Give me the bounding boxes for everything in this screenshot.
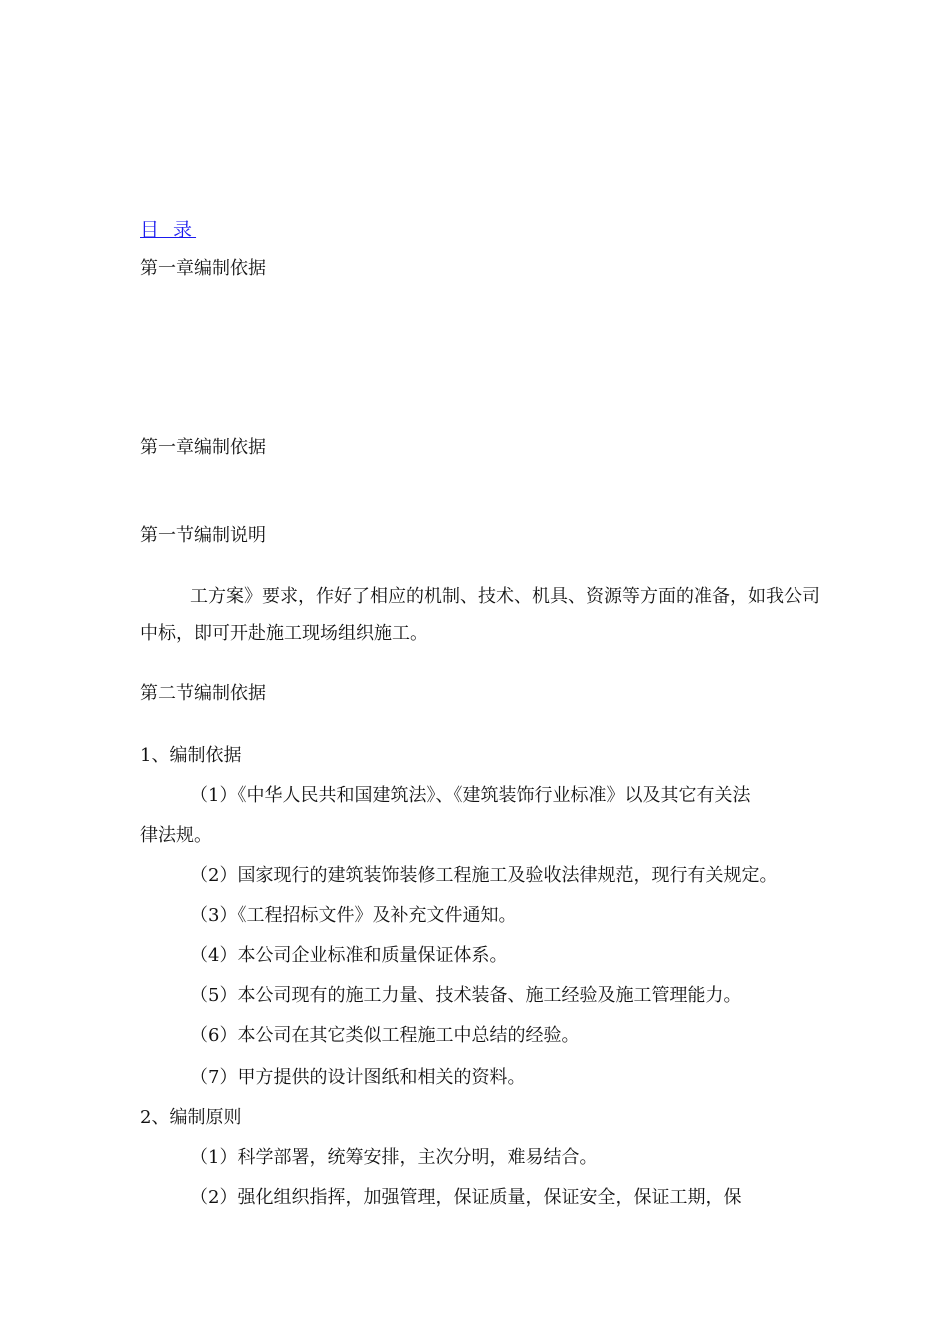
basis-item-6: （6）本公司在其它类似工程施工中总结的经验。 <box>190 1025 580 1046</box>
toc-title-link[interactable]: 目 录 <box>140 219 197 241</box>
chapter-title: 第一章编制依据 <box>140 437 266 458</box>
principle-item-1: （1）科学部署，统筹安排，主次分明，难易结合。 <box>190 1147 598 1168</box>
principle-item-2: （2）强化组织指挥，加强管理，保证质量，保证安全，保证工期，保 <box>190 1187 742 1208</box>
section-2-title: 第二节编制依据 <box>140 683 266 704</box>
basis-item-1-line-1: （1）《中华人民共和国建筑法》、《建筑装饰行业标准》以及其它有关法 <box>190 785 751 806</box>
toc-entry-chapter-1: 第一章编制依据 <box>140 258 266 279</box>
basis-item-2: （2）国家现行的建筑装饰装修工程施工及验收法律规范，现行有关规定。 <box>190 865 778 886</box>
principles-heading: 2、编制原则 <box>140 1107 242 1128</box>
basis-item-4: （4）本公司企业标准和质量保证体系。 <box>190 945 508 966</box>
basis-item-5: （5）本公司现有的施工力量、技术装备、施工经验及施工管理能力。 <box>190 985 742 1006</box>
basis-item-1-line-2: 律法规。 <box>140 825 212 846</box>
basis-item-7: （7）甲方提供的设计图纸和相关的资料。 <box>190 1067 526 1088</box>
basis-item-3: （3）《工程招标文件》及补充文件通知。 <box>190 905 517 926</box>
section-1-title: 第一节编制说明 <box>140 525 266 546</box>
section-1-paragraph: 工方案》要求，作好了相应的机制、技术、机具、资源等方面的准备，如我公司中标，即可开赴施工现场组织施工。 <box>140 586 820 644</box>
basis-heading: 1、编制依据 <box>140 745 242 766</box>
